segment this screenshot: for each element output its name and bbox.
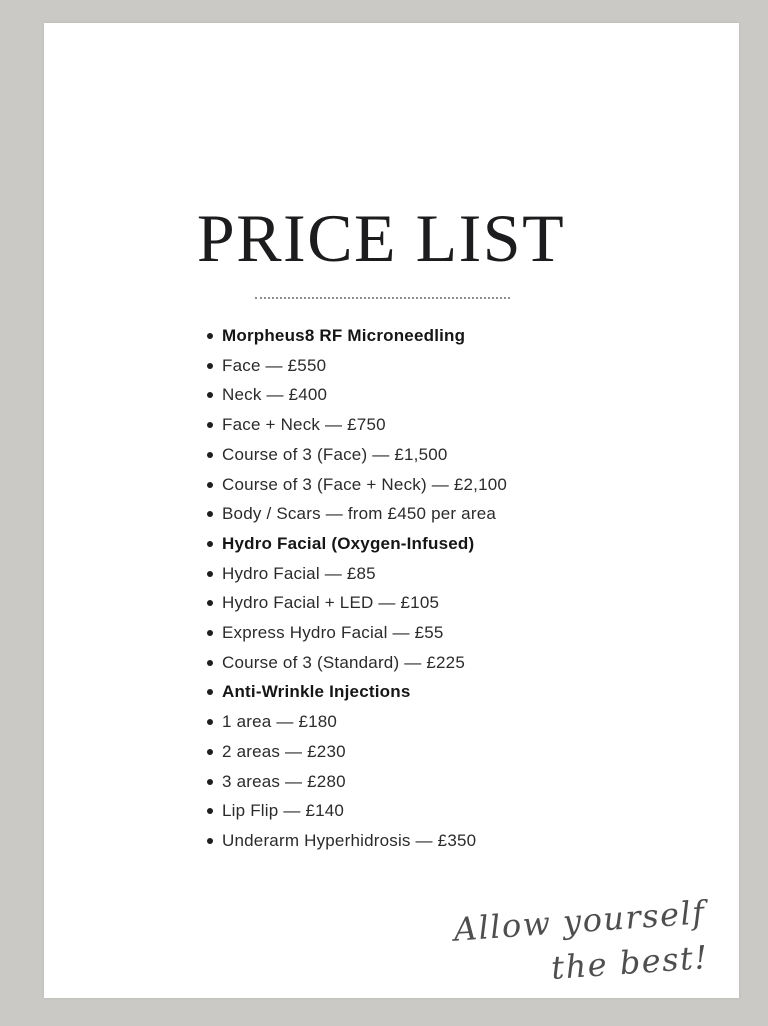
bullet-icon (207, 363, 213, 369)
price-list-item (207, 648, 507, 678)
bullet-icon (207, 838, 213, 844)
bullet-icon (207, 660, 213, 666)
bullet-icon (207, 689, 213, 695)
price-list-heading (207, 529, 507, 559)
bullet-icon (207, 392, 213, 398)
bullet-icon (207, 511, 213, 517)
price-list-item (207, 470, 507, 500)
price-list-item (207, 796, 507, 826)
bullet-icon (207, 452, 213, 458)
price-item-label: Morpheus8 RF Microneedling (222, 326, 466, 345)
price-item-label: Hydro Facial — £85 (222, 563, 376, 583)
price-item-label: Course of 3 (Face) — £1,500 (222, 444, 448, 464)
price-item-label: Express Hydro Facial — £55 (222, 623, 444, 643)
price-list-item (207, 767, 507, 797)
price-list-heading (207, 677, 507, 707)
price-list-item (207, 618, 507, 648)
bullet-icon (207, 422, 213, 428)
bullet-icon (207, 719, 213, 725)
price-item-label: Face + Neck — £750 (222, 415, 386, 435)
price-item-label: Course of 3 (Standard) — £225 (222, 652, 465, 672)
price-item-label: 1 area — £180 (222, 712, 338, 732)
price-item-label: 2 areas — £230 (222, 741, 346, 761)
bullet-icon (207, 571, 213, 577)
price-list (207, 321, 507, 856)
bullet-icon (207, 541, 213, 547)
page-title: PRICE LIST (196, 200, 566, 276)
price-list-item (207, 559, 507, 589)
bullet-icon (207, 808, 213, 814)
bullet-icon (207, 749, 213, 755)
bullet-icon (207, 600, 213, 606)
price-card (44, 23, 739, 998)
price-item-label: Hydro Facial (Oxygen-Infused) (222, 533, 475, 553)
price-list-item (207, 588, 507, 618)
price-item-label: Anti-Wrinkle Injections (222, 682, 411, 702)
signature-script (452, 891, 710, 998)
price-list-item (207, 707, 507, 737)
price-item-label: Neck — £400 (222, 385, 328, 405)
price-list-item (207, 737, 507, 767)
bullet-icon (207, 333, 213, 339)
bullet-icon (207, 630, 213, 636)
price-list-item (207, 351, 507, 381)
price-list-item (207, 410, 507, 440)
price-item-label: Course of 3 (Face + Neck) — £2,100 (222, 474, 508, 494)
bullet-icon (207, 779, 213, 785)
price-list-item (207, 440, 507, 470)
price-list-heading (207, 321, 507, 351)
signature-line-1: Allow yourself (452, 893, 707, 950)
price-list-item (207, 826, 507, 856)
price-item-label: 3 areas — £280 (222, 771, 346, 791)
price-item-label: Body / Scars — from £450 per area (222, 504, 497, 524)
title-separator (255, 297, 510, 299)
price-item-label: Lip Flip — £140 (222, 801, 345, 821)
price-item-label: Hydro Facial + LED — £105 (222, 593, 440, 613)
price-item-label: Face — £550 (222, 355, 327, 375)
signature-line-2: the best! (549, 938, 710, 988)
price-list-item (207, 499, 507, 529)
price-list-item (207, 380, 507, 410)
price-item-label: Underarm Hyperhidrosis — £350 (222, 830, 477, 850)
bullet-icon (207, 482, 213, 488)
